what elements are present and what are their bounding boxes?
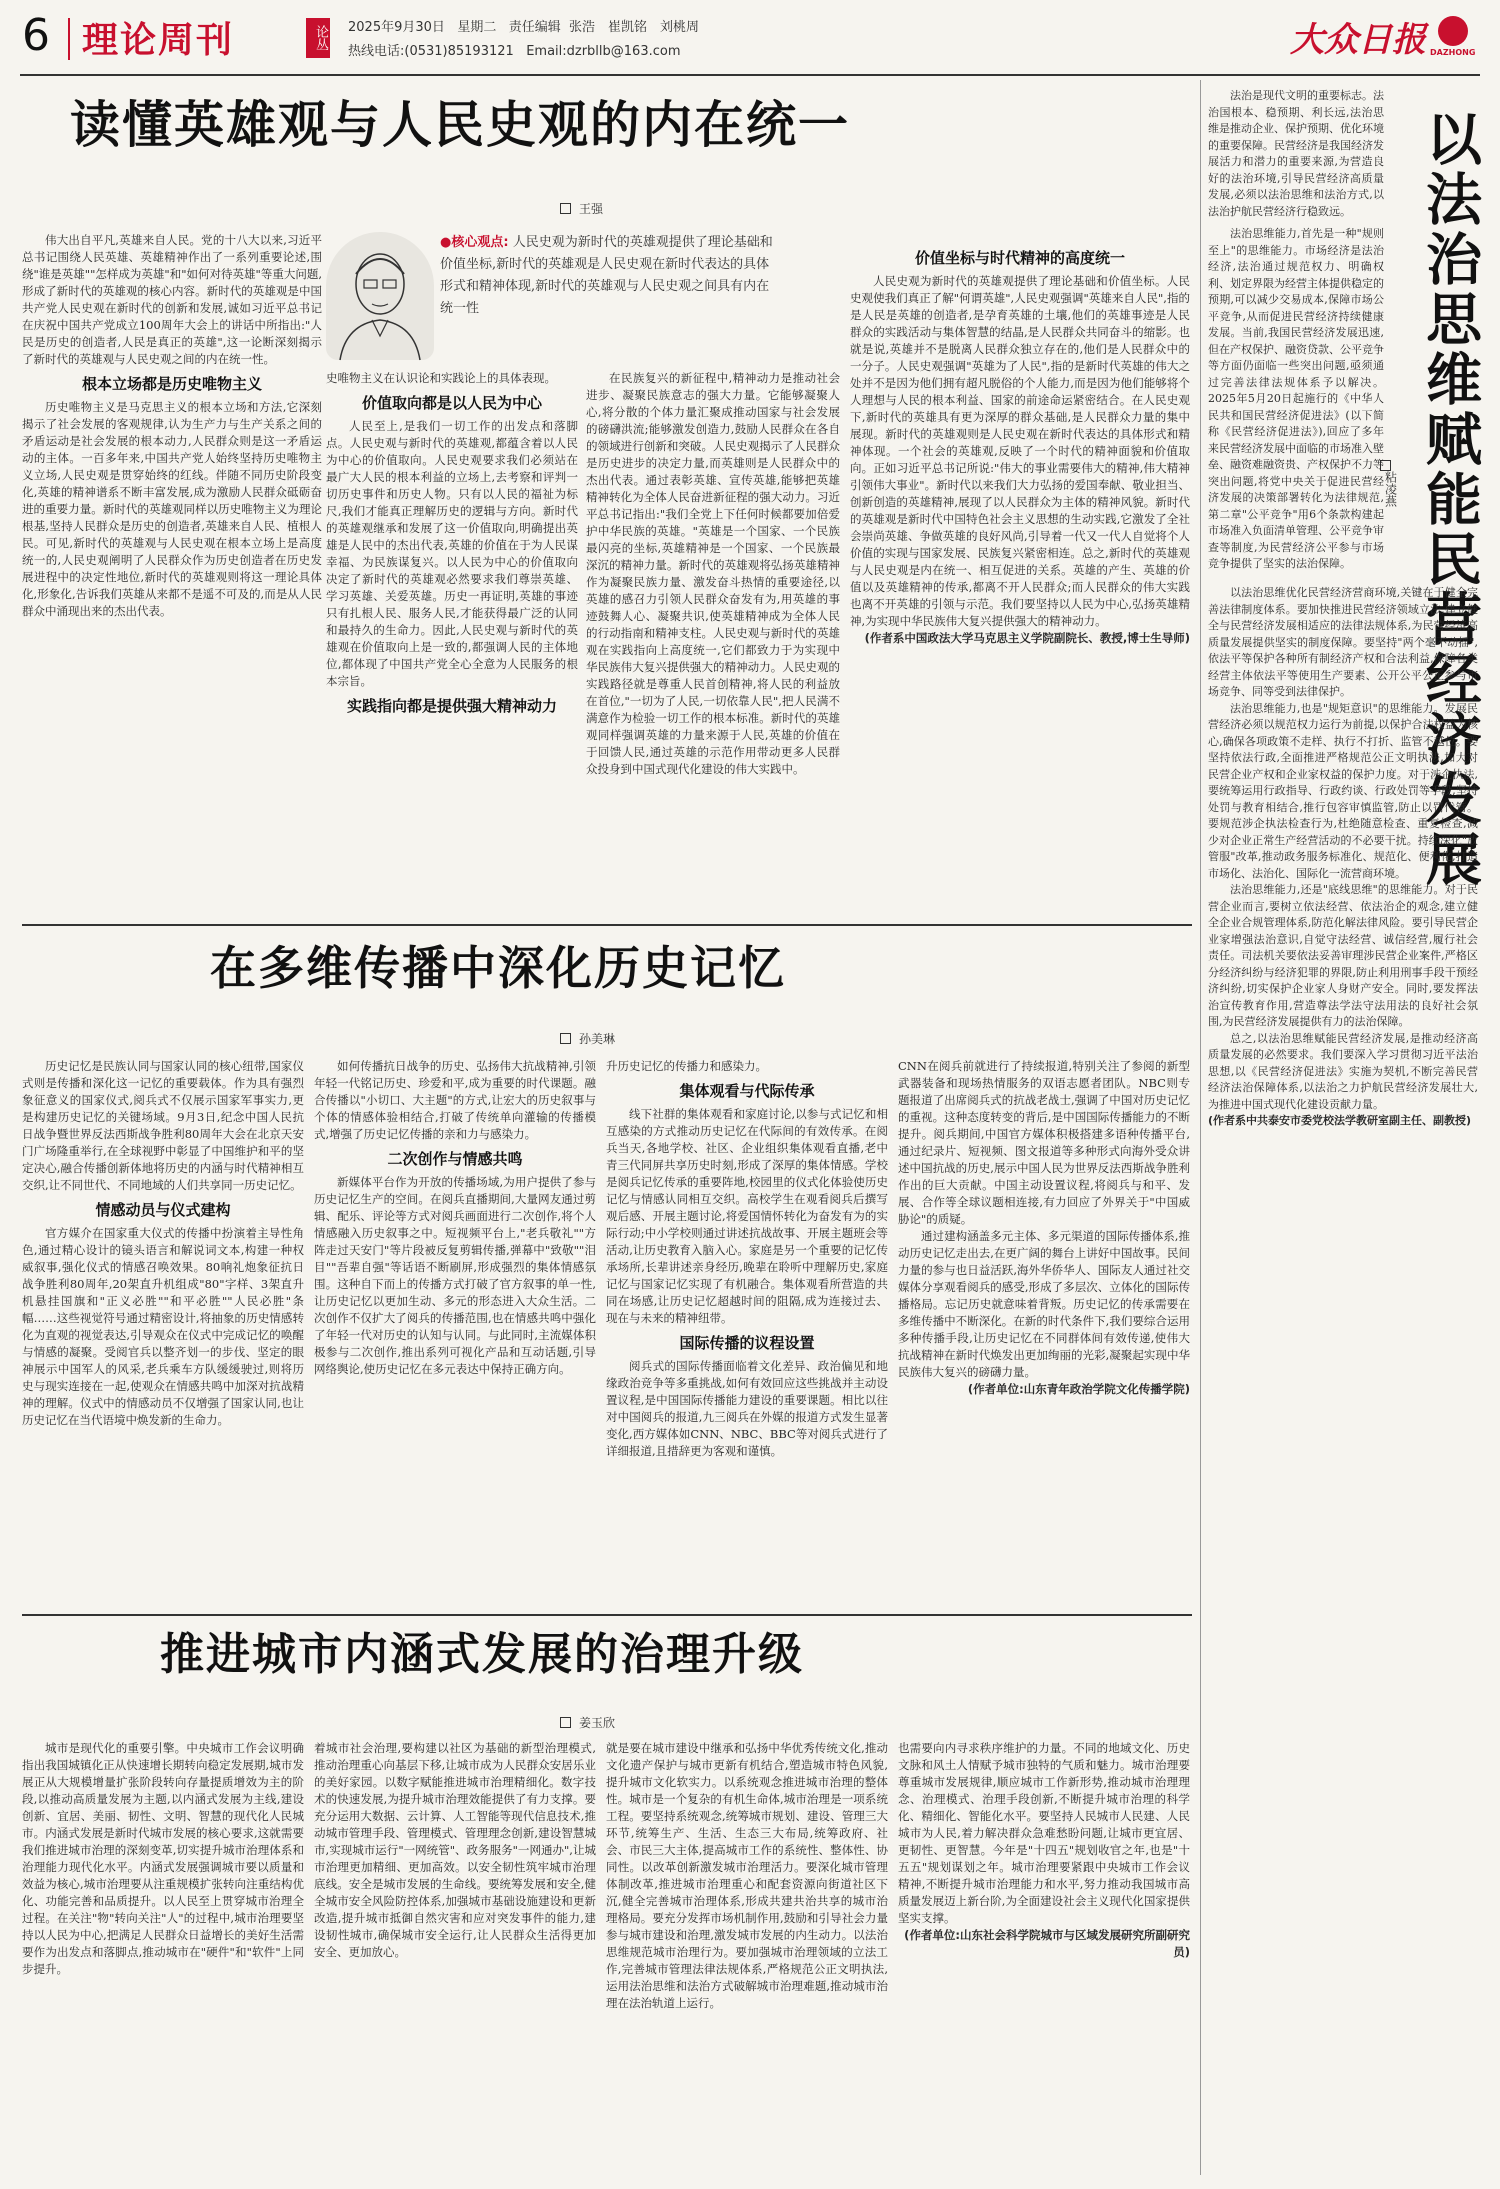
section-divider [68,18,70,60]
core-viewpoint-label: ●核心观点: [440,235,509,250]
article2-col3 [606,1058,888,1610]
issue-date: 2025年9月30日 [348,20,445,35]
article1-practice-para: 在民族复兴的新征程中,精神动力是推动社会进步、凝聚民族意志的强大力量。它能够凝聚人心,将分散的个体力量汇聚成推动国家与社会发展的磅礴洪流;能够激发创造力,鼓励人民群众在各自的领域进行创新和突破。人民史观揭示了人民群众是历史进步的决定力量,而英雄则是人民群众中的杰出代表。通过表彰英雄、宣传英雄,能够把英雄精神转化为全体人民奋进新征程的强大动力。习近平总书记指出:"我们全党上下任何时候都要加倍爱护中华民族的英雄。"英雄是一个国家、一个民族最闪亮的坐标,英雄精神是一个国家、一个民族最深沉的精神力量。新时代的英雄观将弘扬英雄精神作为凝聚民族力量、激发奋斗热情的重要途径,以英雄的感召力引领人民群众奋发有为,用英雄的事迹鼓舞人心、凝聚共识,使英雄精神成为全体人民的行动指南和精神支柱。人民史观与新时代的英雄观在实践指向上高度统一,它们都致力于为实现中华民族伟大复兴提供强大的精神动力。人民史观的实践路径就是尊重人民首创精神,将人民的利益放在首位,"一切为了人民,一切依靠人民",把人民满不满意作为检验一切工作的根本标准。新时代的英雄观同样强调英雄的力量来源于人民,英雄的价值在于回馈人民,通过英雄的示范作用带动更多人民群众投身到中国式现代化建设的伟大实践中。 [586,371,840,776]
article3-col2-para: 着城市社会治理,要构建以社区为基础的新型治理模式,推动治理重心向基层下移,让城市成为人民群众安居乐业的美好家园。以数字赋能推进城市治理精细化。数字技术的快速发展,为提升城市治理效能提供了有力支撑。要充分运用大数据、云计算、人工智能等现代信息技术,推动城市管理手段、管理模式、管理理念创新,建设智慧城市,实现城市运行"一网统管"、政务服务"一网通办",让城市治理更加精细、更加高效。以安全韧性筑牢城市治理底线。安全是城市发展的生命线。要统筹发展和安全,健全城市安全风险防控体系,加强城市基础设施建设和更新改造,提升城市抵御自然灾害和应对突发事件的能力,建设韧性城市,确保城市安全运行,让人民群众生活得更加安全、更加放心。 [314,1741,596,1959]
article2-secondary-para: 新媒体平台作为开放的传播场域,为用户提供了参与历史记忆生产的空间。在阅兵直播期间,大量网友通过剪辑、配乐、评论等方式对阅兵画面进行二次创作,将个人情感融入历史叙事之中。短视频平台上,"老兵敬礼""方阵走过天安门"等片段被反复剪辑传播,弹幕中"致敬""泪目""吾辈自强"等话语不断刷屏,形成强烈的集体情感氛围。这种自下而上的传播方式打破了官方叙事的单一性,让历史记忆以更加生动、多元的形态进入大众生活。二次创作不仅扩大了阅兵的传播范围,也在情感共鸣中强化了年轻一代对历史的认知与认同。与此同时,主流媒体积极参与二次创作,推出系列可视化产品和互动话题,引导网络舆论,使历史记忆在多元表达中保持正确方向。 [314,1175,596,1376]
logo-subtitle: DAZHONG [1430,48,1476,57]
article4-body2-para: 以法治思维优化民营经济营商环境,关键在于健全完善法律制度体系。要加快推进民营经济领域立法,建立健全与民营经济发展相适应的法律法规体系,为民营经济高质量发展提供坚实的制度保障。要坚持"两个毫不动摇",依法平等保护各种所有制经济产权和合法利益,保障各类经营主体依法平等使用生产要素、公开公平公正参与市场竞争、同等受到法律保护。 [1208,586,1478,698]
article3-col1-para: 城市是现代化的重要引擎。中央城市工作会议明确指出我国城镇化正从快速增长期转向稳定发展期,城市发展正从大规模增量扩张阶段转向存量提质增效为主的阶段,以推动高质量发展为主题,以内涵式发展为主线,建设创新、宜居、美丽、韧性、文明、智慧的现代化人民城市。内涵式发展是新时代城市发展的核心要求,这就需要我们推进城市治理的深刻变革,切实提升城市治理体系和治理能力现代化水平。内涵式发展强调城市要以质量和效益为核心,城市治理要从注重规模扩张转向注重结构优化、功能完善和品质提升。以人民至上贯穿城市治理全过程。在关注"物"转向关注"人"的过程中,城市治理要坚持以人民为中心,把满足人民群众日益增长的美好生活需要作为出发点和落脚点,推动城市在"硬件"和"软件"上同步提升。 [22,1741,304,1976]
email: Email:dzrbllb@163.com [526,44,681,59]
byline-marker-icon [560,203,571,214]
article2-col2 [314,1058,596,1610]
contact-info [348,40,681,59]
article1-value-para: 人民至上,是我们一切工作的出发点和落脚点。人民史观与新时代的英雄观,都蕴含着以人民为中心的价值取向。人民史观要求我们必须站在最广大人民的根本利益的立场上,去考察和评判一切历史事件和历史人物。只有以人民的福祉为标尺,我们才能真正理解历史的逻辑与方向。新时代的英雄观继承和发展了这一价值取向,明确提出英雄是人民中的杰出代表,英雄的价值在于为人民谋幸福、为民族谋复兴。以人民为中心的价值取向决定了新时代的英雄观必然要求我们尊崇英雄、学习英雄、关爱英雄。历史一再证明,英雄的事迹只有扎根人民、服务人民,才能获得最广泛的认同和最持久的生命力。因此,人民史观与新时代的英雄观在价值取向上是一致的,都强调人民的主体地位,都体现了中国共产党全心全意为人民服务的根本宗旨。 [326,419,578,688]
article3-col1 [22,1740,304,2178]
article2-collective-para: 线下社群的集体观看和家庭讨论,以参与式记忆和相互感染的方式推动历史记忆在代际间的有效传承。在阅兵当天,各地学校、社区、企业组织集体观看直播,老中青三代同屏共享历史时刻,形成了深厚的集体情感。学校是阅兵记忆传承的重要阵地,校园里的仪式化体验使历史记忆与情感认同相互交织。高校学生在观看阅兵后撰写观后感、开展主题讨论,将爱国情怀转化为奋发有为的实际行动;中小学校则通过讲述抗战故事、开展主题班会等活动,让历史教育入脑入心。家庭是另一个重要的记忆传承场所,长辈讲述亲身经历,晚辈在聆听中理解历史,家庭记忆与国家记忆实现了有机融合。集体观看所营造的共同在场感,让历史记忆超越时间的阻隔,成为连接过去、现在与未来的精神纽带。 [606,1107,888,1325]
article3-col4-para: 也需要向内寻求秩序维护的力量。不同的地域文化、历史文脉和风土人情赋予城市独特的气质和魅力。城市治理要尊重城市发展规律,顺应城市工作新形势,推动城市治理理念、治理模式、治理手段创新,不断提升城市治理的科学化、精细化、智能化水平。要坚持人民城市人民建、人民城市为人民,着力解决群众急难愁盼问题,让城市更宜居、更韧性、更智慧。今年是"十四五"规划收官之年,也是"十五五"规划谋划之年。城市治理要紧跟中央城市工作会议精神,不断提升城市治理能力和水平,努力推动我国城市高质量发展迈上新台阶,为全面建设社会主义现代化国家提供坚实支撑。 [898,1741,1190,1925]
article3-col3 [606,1740,888,2178]
logo-text: 大众日报 [1290,20,1426,60]
byline-marker-icon [560,1717,571,1728]
article2-heading-international: 国际传播的议程设置 [679,1334,815,1352]
section-tag: 论丛 [306,18,330,58]
article2-col4 [898,1058,1190,1610]
byline-marker-icon [560,1033,571,1044]
article2-col1 [22,1058,304,1610]
article2-bottom-rule [22,1614,1192,1616]
article2-author: 孙美琳 [579,1032,616,1046]
core-viewpoint-text: 人民史观为新时代的英雄观提供了理论基础和价值坐标,新时代的英雄观是人民史观在新时代表达的具体形式和精神体现,新时代的英雄观与人民史观之间具有内在统一性 [440,235,773,316]
article1-byline [560,200,603,217]
article1-root-para: 历史唯物主义是马克思主义的根本立场和方法,它深刻揭示了社会发展的客观规律,认为生产力与生产关系之间的矛盾运动是社会发展的根本动力,人民群众则是这一矛盾运动的主体。一百多年来,中国共产党人始终坚持历史唯物主义立场,人民史观是贯穿始终的红线。伴随不同历史阶段变化,英雄的精神谱系不断丰富发展,成为激励人民群众砥砺奋进的重要力量。新时代的英雄观同样以历史唯物主义为理论根基,坚持人民群众是历史的创造者,英雄来自人民、植根人民。可见,新时代的英雄观与人民史观在根本立场上是高度统一的,人民史观阐明了人民群众作为历史创造者在历史发展进程中的决定性地位,新时代的英雄观则将这一理论具体化,形象化,告诉我们英雄从来都不是遥不可及的,而是从人民群众中涌现出来的杰出代表。 [22,400,322,618]
editor-names: 张浩 崔凯铭 刘桃周 [569,20,700,35]
article4-intro [1208,88,1384,570]
article1-col2-cont: 史唯物主义在认识论和实践论上的具体表现。 [326,371,556,385]
section-title: 理论周刊 [82,20,235,61]
core-viewpoint-box [440,232,780,360]
article2-byline [560,1030,615,1047]
newspaper-logo [1290,8,1480,70]
article3-col3-para: 就是要在城市建设中继承和弘扬中华优秀传统文化,推动文化遗产保护与城市更新有机结合,塑造城市特色风貌,提升城市文化软实力。以系统观念推进城市治理的整体性。城市是一个复杂的有机生命体,城市治理是一项系统工程。要坚持系统观念,统筹城市规划、建设、管理三大环节,统筹生产、生活、生态三大布局,统筹政府、社会、市民三大主体,提高城市工作的系统性、整体性、协同性。以改革创新激发城市治理活力。要深化城市管理体制改革,推进城市治理重心和配套资源向街道社区下沉,健全完善城市治理体系,形成共建共治共享的城市治理格局。要充分发挥市场机制作用,鼓励和引导社会力量参与城市建设和治理,激发城市发展的内生动力。以法治思维规范城市治理行为。要加强城市治理领域的立法工作,完善城市管理法律法规体系,严格规范公正文明执法,运用法治思维和法治方式破解城市治理难题,推动城市治理在法治轨道上运行。 [606,1741,888,2010]
article1-author-note: (作者系中国政法大学马克思主义学院副院长、教授,博士生导师) [864,631,1190,645]
article2-heading-emotion: 情感动员与仪式建构 [95,1201,231,1219]
article4-author: 粘凌燕 [1383,471,1398,507]
article1-heading-value: 价值取向都是以人民为中心 [361,394,542,412]
article2-col3-intro: 升历史记忆的传播力和感染力。 [606,1059,767,1073]
article1-title: 读懂英雄观与人民史观的内在统一 [70,96,850,154]
masthead-rule [20,74,1480,76]
article4-body1-para: 法治思维能力,首先是一种"规则至上"的思维能力。市场经济是法治经济,法治通过规范权力、明确权利、划定界限为经营主体提供稳定的预期,可以减少交易成本,保障市场公平竞争,从而促进民营经济持续健康发展。当前,我国民营经济发展迅速,但在产权保护、融资贷款、公平竞争等方面仍面临一些突出问题,亟须通过完善法律法规体系予以解决。2025年5月20日起施行的《中华人民共和国民营经济促进法》(以下简称《民营经济促进法》),回应了多年来民营经济发展中面临的市场准入壁垒、融资难融资贵、产权保护不力等突出问题,将党中央关于促进民营经济发展的决策部署转化为法律规范,第二章"公平竞争"用6个条款构建起市场准入负面清单管理、公平竞争审查等制度,为民营经济公平参与市场竞争提供了坚实的法治保障。 [1208,227,1384,570]
article3-author: 姜玉欣 [579,1716,616,1730]
author-portrait-sketch [326,232,434,360]
article3-title: 推进城市内涵式发展的治理升级 [160,1629,804,1680]
article4-author-note: (作者系中共泰安市委党校法学教研室副主任、副教授) [1208,1114,1472,1127]
article2-intro-para: 历史记忆是民族认同与国家认同的核心纽带,国家仪式则是传播和深化这一记忆的重要载体。作为具有强烈象征意义的国家仪式,阅兵式不仅展示国家军事实力,更是构建历史记忆的关键场域。9月3日,纪念中国人民抗日战争暨世界反法西斯战争胜利80周年大会在北京天安门广场隆重举行,在全球视野中彰显了中国维护和平的坚定决心,融合传播创新体地将历史的内涵与时代精神相互交织,让不同世代、不同地域的人们共享同一历史记忆。 [22,1059,304,1192]
article1-intro-para: 伟大出自平凡,英雄来自人民。党的十八大以来,习近平总书记围绕人民英雄、英雄精神作出了一系列重要论述,围绕"谁是英雄""怎样成为英雄"和"如何对待英雄"等重大问题,形成了新时代的英雄观的核心内容。新时代的英雄观是中国共产党人民史观在新时代的创新和发展,诚如习近平总书记在庆祝中国共产党成立100周年大会上的讲话中所指出:"人民是历史的创造者,人民是真正的英雄",这一论断深刻揭示了新时代的英雄观与人民史观之间的内在统一性。 [22,233,322,366]
masthead [0,0,1500,78]
issue-info [348,16,699,35]
article1-heading-practice: 实践指向都是提供强大精神动力 [346,697,557,715]
article1-col1 [22,232,322,920]
article1-col2 [326,370,578,920]
article4-title: 以法治思维赋能民营经济发展 [1417,110,1482,890]
hotline: 热线电话:(0531)85193121 [348,44,514,59]
article1-bottom-rule [22,924,1192,926]
article2-international-para: 阅兵式的国际传播面临着文化差异、政治偏见和地缘政治竞争等多重挑战,如何有效回应这些挑战并主动设置议程,是中国国际传播能力建设的重要课题。相比以往对中国阅兵的报道,九三阅兵在外媒的报道方式发生显著变化,西方媒体如CNN、NBC、BBC等对阅兵式进行了详细报道,且措辞更为客观和谨慎。 [606,1359,888,1458]
article1-author: 王强 [579,202,604,216]
issue-weekday: 星期二 [457,20,497,35]
article4-body5-para: 总之,以法治思维赋能民营经济发展,是推动经济高质量发展的必然要求。我们要深入学习贯彻习近平法治思想,以《民营经济促进法》实施为契机,不断完善民营经济法治保障体系,以法治之力护航民营经济发展壮大,为推进中国式现代化建设贡献力量。 [1208,1031,1478,1111]
article1-heading-era: 价值坐标与时代精神的高度统一 [914,249,1125,267]
article1-era-para: 人民史观为新时代的英雄观提供了理论基础和价值坐标。人民史观使我们真正了解"何谓英雄",人民史观强调"英雄来自人民",指的是人民是英雄的创造者,是孕育英雄的土壤,他们的英雄事迹是人民群众的实践活动与集体智慧的结晶,是人民群众共同奋斗的缩影。也就是说,英雄并不是脱离人民群众独立存在的,他们是人民群众中的一分子。人民史观强调"英雄为了人民",指的是新时代英雄的伟大之处并不是因为他们拥有超凡脱俗的个人能力,而是因为他们能够将个人理想与人民的根本利益、国家的前途命运紧密结合。在人民史观下,新时代的英雄具有更为深厚的群众基础,是人民群众力量的集中展现。新时代的英雄观则是人民史观在新时代表达的具体形式和精神体现。一个社会的英雄观,反映了一个时代的精神面貌和价值取向。正如习近平总书记所说:"伟大的事业需要伟大的精神,伟大精神引领伟大事业"。新时代以来我们大力弘扬的爱国奉献、敬业担当、创新创造的英雄精神,展现了以人民群众为主体的精神风貌。新时代的英雄观是新时代中国特色社会主义思想的生动实践,它激发了全社会崇尚英雄、争做英雄的良好风尚,引导着一代又一代人自觉将个人价值的实现与国家发展、民族复兴紧密相连。总之,新时代的英雄观与人民史观是内在统一、相互促进的关系。英雄的产生、英雄的价值以及英雄精神的传承,都离不开人民群众;而人民群众的伟大实践也离不开英雄的引领与示范。我们要坚持以人民为中心,弘扬英雄精神,为实现中华民族伟大复兴提供强大的精神动力。 [850,274,1190,628]
article2-heading-collective: 集体观看与代际传承 [679,1082,815,1100]
article2-title: 在多维传播中深化历史记忆 [210,941,786,995]
author-portrait [326,232,434,360]
article3-author-note: (作者单位:山东社会科学院城市与区域发展研究所副研究员) [904,1928,1190,1959]
logo-emblem-icon [1438,16,1468,46]
article4-intro-para: 法治是现代文明的重要标志。法治国根本、稳预期、利长远,法治思维是推动企业、保护预期、优化环境的重要保障。民营经济是我国经济发展活力和潜力的重要来源,为营造良好的法治环境,引导民营经济高质量发展,必须以法治思维和法治方式,以法治护航民营经济行稳致远。 [1208,89,1384,218]
article3-col2 [314,1740,596,2178]
article1-col3 [586,370,840,920]
right-column-divider [1200,80,1201,2175]
article3-col4 [898,1740,1190,2178]
article4-body4-para: 法治思维能力,还是"底线思维"的思维能力。对于民营企业而言,要树立依法经营、依法治企的观念,建立健全企业合规管理体系,防范化解法律风险。要引导民营企业家增强法治意识,自觉守法经营、诚信经营,履行社会责任。司法机关要依法妥善审理涉民营企业案件,严格区分经济纠纷与经济犯罪的界限,防止利用刑事手段干预经济纠纷,切实保护企业家人身财产安全。同时,要发挥法治宣传教育作用,营造尊法学法守法用法的良好社会氛围,为民营经济发展提供有力的法治保障。 [1208,883,1478,1028]
article2-intl-para: CNN在阅兵前就进行了持续报道,特别关注了参阅的新型武器装备和现场热情服务的双语志愿者团队。NBC则专题报道了出席阅兵式的抗战老战士,强调了中国对历史记忆的重视。这种态度转变的背后,是中国国际传播能力的不断提升。阅兵期间,中国官方媒体积极搭建多语种传播平台,通过纪录片、短视频、图文报道等多种形式向海外受众讲述中国抗战的历史,展示中国人民为世界反法西斯战争胜利作出的巨大贡献。中国主动设置议程,将阅兵与和平、发展、合作等全球议题相连接,有力回应了外界关于"中国威胁论"的质疑。 [898,1059,1190,1226]
article1-heading-root: 根本立场都是历史唯物主义 [81,375,262,393]
page-number: 6 [22,10,50,61]
article2-author-note: (作者单位:山东青年政治学院文化传播学院) [967,1382,1190,1396]
article4-body [1208,585,1478,2175]
article3-byline [560,1714,615,1731]
article1-col4 [850,250,1190,920]
article2-emotion-para: 官方媒介在国家重大仪式的传播中扮演着主导性角色,通过精心设计的镜头语言和解说词文本,构建一种权威叙事,强化仪式的情感召唤效果。80响礼炮象征抗日战争胜利80周年,20架直升机组成"80"字样、3架直升机悬挂国旗和"正义必胜""和平必胜""人民必胜"条幅……这些视觉符号通过精密设计,将抽象的历史情感转化为直观的视觉表达,引导观众在仪式中完成记忆的唤醒与情感的凝聚。受阅官兵以整齐划一的步伐、坚定的眼神展示中国军人的风采,老兵乘车方队缓缓驶过,则将历史与现实连接在一起,使观众在情感共鸣中加深对抗战精神的理解。仪式中的情感动员不仅增强了国家认同,也让历史记忆在当代语境中焕发新的生命力。 [22,1226,304,1427]
article2-col2-intro: 如何传播抗日战争的历史、弘扬伟大抗战精神,引领年轻一代铭记历史、珍爱和平,成为重要的时代课题。融合传播以"小切口、大主题"的方式,让宏大的历史叙事与个体的情感体验相结合,打破了传统单向灌输的传播模式,增强了历史记忆传播的亲和力与感染力。 [314,1059,596,1141]
article4-body3-para: 法治思维能力,也是"规矩意识"的思维能力。发展民营经济必须以规范权力运行为前提,以保护合法权益为核心,确保各项政策不走样、执行不打折、监管不越位。要坚持依法行政,全面推进严格规范公正文明执法,加大对民营企业产权和企业家权益的保护力度。对于涉企执法,要统筹运用行政指导、行政约谈、行政处罚等手段,坚持处罚与教育相结合,推行包容审慎监管,防止以罚代管。要规范涉企执法检查行为,杜绝随意检查、重复检查,减少对企业正常生产经营活动的不必要干扰。持续深化"放管服"改革,推动政务服务标准化、规范化、便利化,打造市场化、法治化、国际化一流营商环境。 [1208,701,1478,880]
editor-label: 责任编辑 [508,20,561,35]
article2-heading-secondary: 二次创作与情感共鸣 [387,1150,523,1168]
article2-intl-para2: 通过建构涵盖多元主体、多元渠道的国际传播体系,推动历史记忆走出去,在更广阔的舞台上讲好中国故事。民间力量的参与也日益活跃,海外华侨华人、国际友人通过社交媒体分享观看阅兵的感受,形成了多层次、立体化的国际传播格局。忘记历史就意味着背叛。历史记忆的传承需要在多维传播中不断深化。在新的时代条件下,我们要综合运用多种传播手段,让历史记忆在不同群体间有效传递,使伟大抗战精神在新时代焕发出更加绚丽的光彩,凝聚起实现中华民族伟大复兴的磅礴力量。 [898,1229,1190,1379]
